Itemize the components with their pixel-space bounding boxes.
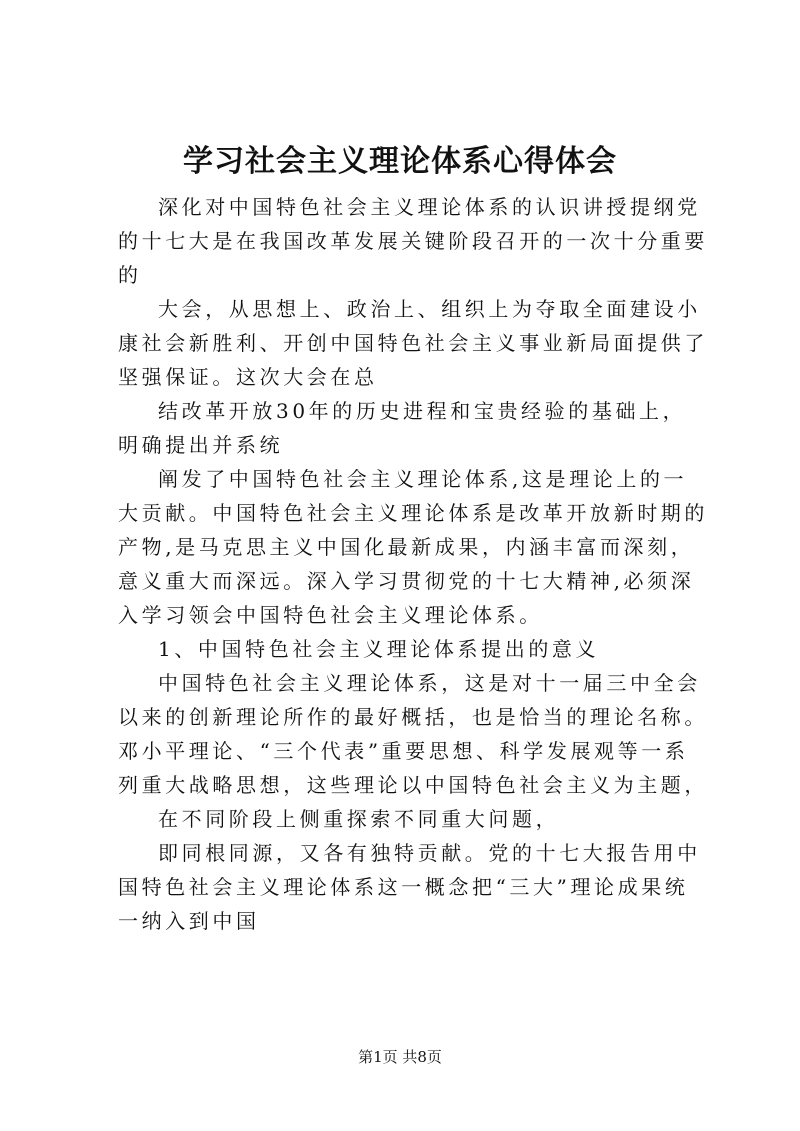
paragraph: 阐发了中国特色社会主义理论体系,这是理论上的一大贡献。中国特色社会主义理论体系是改革开放新时期的产物,是马克思主义中国化最新成果，内涵丰富而深刻，意义重大而深远。深入学习贯彻党的十七大精神,必须深入学习领会中国特色社会主义理论体系。 bbox=[118, 467, 708, 627]
document-body bbox=[118, 190, 708, 938]
paragraph: 中国特色社会主义理论体系，这是对十一届三中全会以来的创新理论所作的最好概括，也是恰当的理论名称。邓小平理论、“三个代表”重要思想、科学发展观等一系列重大战略思想，这些理论以中国特色社会主义为主题， bbox=[118, 671, 708, 797]
paragraph: 即同根同源，又各有独特贡献。党的十七大报告用中国特色社会主义理论体系这一概念把“三大”理论成果统一纳入到中国 bbox=[118, 841, 701, 933]
paragraph: 结改革开放30年的历史进程和宝贵经验的基础上，明确提出并系统 bbox=[118, 399, 687, 457]
page-footer: 第1页 共8页 bbox=[358, 1048, 442, 1066]
paragraph: 深化对中国特色社会主义理论体系的认识讲授提纲党的十七大是在我国改革发展关键阶段召开的一次十分重要的 bbox=[118, 195, 708, 287]
section-heading: 1、中国特色社会主义理论体系提出的意义 bbox=[158, 637, 600, 661]
document-title: 学习社会主义理论体系心得体会 bbox=[183, 144, 617, 179]
paragraph: 在不同阶段上侧重探索不同重大问题， bbox=[158, 807, 560, 831]
paragraph: 大会，从思想上、政治上、组织上为夺取全面建设小康社会新胜利、开创中国特色社会主义事业新局面提供了坚强保证。这次大会在总 bbox=[118, 297, 708, 389]
